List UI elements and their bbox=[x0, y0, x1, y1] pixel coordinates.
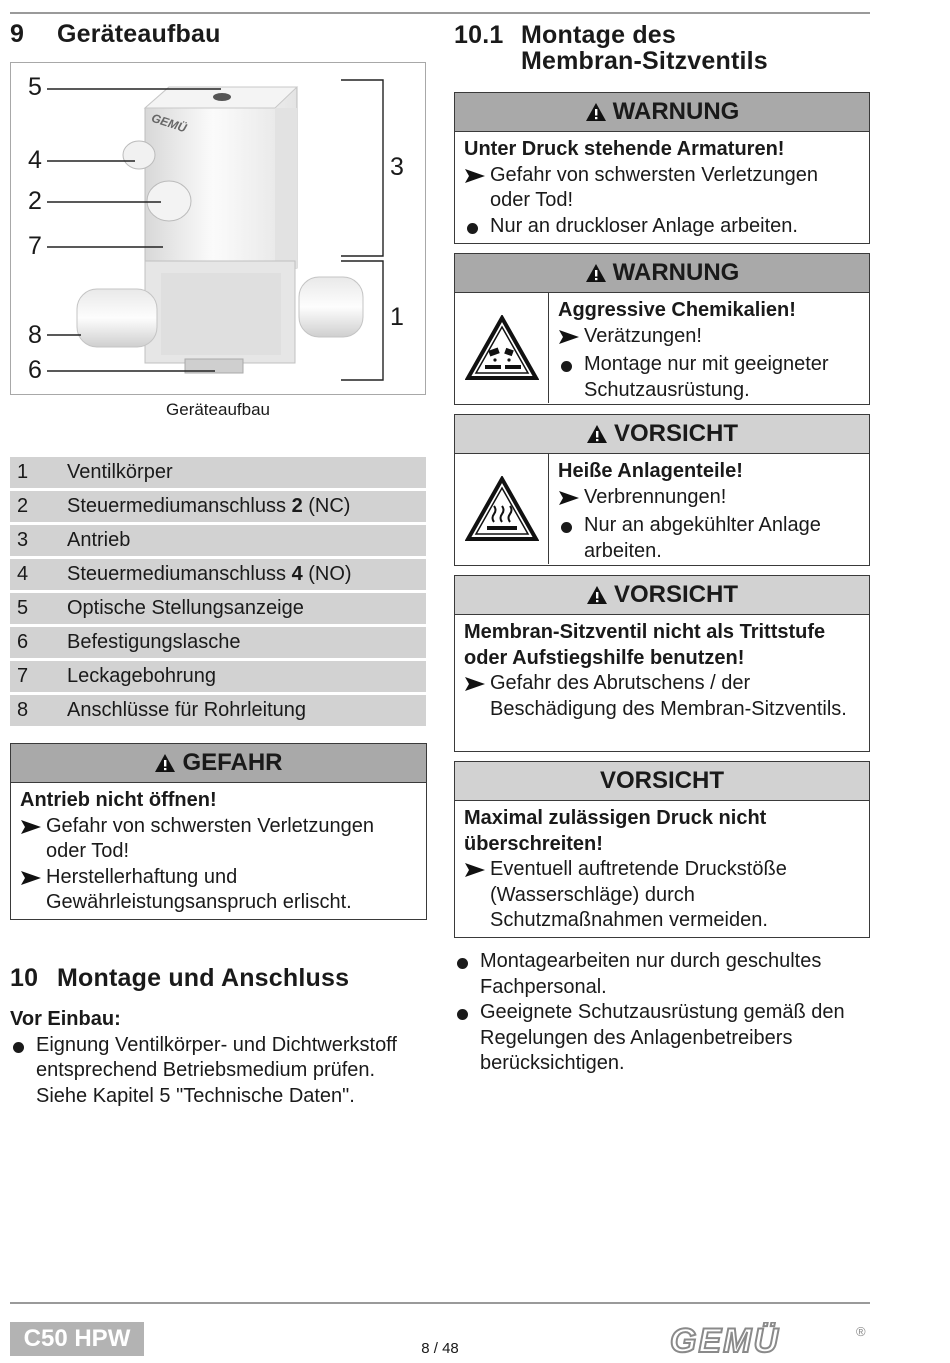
figure-label-6: 6 bbox=[28, 356, 42, 384]
row-number: 4 bbox=[17, 563, 29, 585]
warning-triangle-icon bbox=[586, 585, 608, 605]
section-10-heading bbox=[10, 964, 349, 993]
warning-notice-pressure bbox=[454, 92, 870, 244]
row-number: 5 bbox=[17, 597, 29, 619]
notice-body bbox=[455, 801, 869, 940]
notice-header-text: VORSICHT bbox=[599, 767, 724, 794]
list-item: Eignung Ventilkörper- und Dichtwerkstoff entsprechend Betriebsmedium prüfen. Siehe Kapitel 5 "Technische Daten". bbox=[10, 1033, 430, 1110]
notice-body bbox=[549, 293, 869, 409]
figure-label-4: 4 bbox=[28, 146, 42, 174]
table-row bbox=[10, 627, 426, 658]
list-item: Gefahr von schwersten Verletzungen oder Tod! bbox=[464, 163, 861, 214]
notice-header-text: WARNUNG bbox=[612, 98, 740, 125]
notice-body bbox=[455, 132, 869, 247]
top-rule bbox=[10, 12, 870, 14]
notice-header-text: WARNUNG bbox=[612, 259, 740, 286]
list-item: Herstellerhaftung und Gewährleistungsanspruch erlischt. bbox=[20, 865, 418, 916]
section-number: 10 bbox=[10, 964, 39, 992]
section-10-1-heading bbox=[454, 22, 768, 74]
legend-table bbox=[10, 457, 426, 729]
list-item: Verätzungen! bbox=[558, 324, 861, 353]
section-number: 9 bbox=[10, 20, 25, 48]
table-row bbox=[10, 661, 426, 692]
caution-notice-hot bbox=[454, 414, 870, 566]
bullet-dot-icon bbox=[457, 958, 468, 969]
subheading: Vor Einbau: bbox=[10, 1008, 121, 1030]
row-text: Steuermediumanschluss 4 (NO) bbox=[67, 563, 352, 585]
list-item: Nur an druckloser Anlage arbeiten. bbox=[464, 214, 861, 242]
notice-header-text: VORSICHT bbox=[613, 581, 738, 608]
notice-body bbox=[11, 783, 426, 922]
row-number: 7 bbox=[17, 665, 29, 687]
row-text: Antrieb bbox=[67, 529, 131, 551]
section-title: Geräteaufbau bbox=[57, 20, 221, 48]
row-number: 1 bbox=[17, 461, 29, 483]
row-text: Anschlüsse für Rohrleitung bbox=[67, 699, 307, 721]
list-item: Eventuell auftretende Druckstöße (Wasserschläge) durch Schutzmaßnahmen vermeiden. bbox=[464, 857, 861, 934]
bottom-rule bbox=[10, 1302, 870, 1304]
row-number: 6 bbox=[17, 631, 29, 653]
notice-header bbox=[455, 576, 869, 615]
notice-header bbox=[455, 254, 869, 293]
row-text: Steuermediumanschluss 2 (NC) bbox=[67, 495, 351, 517]
table-row bbox=[10, 593, 426, 624]
figure-label-3: 3 bbox=[390, 153, 404, 181]
hot-surface-icon bbox=[455, 454, 549, 564]
row-text: Optische Stellungsanzeige bbox=[67, 597, 304, 619]
figure-caption: Geräteaufbau bbox=[166, 400, 270, 419]
danger-notice bbox=[10, 743, 427, 920]
notice-header bbox=[455, 93, 869, 132]
row-number: 2 bbox=[17, 495, 29, 517]
warning-triangle-icon bbox=[585, 102, 607, 122]
figure-label-7: 7 bbox=[28, 232, 42, 260]
section-number: 10.1 bbox=[454, 21, 504, 49]
svg-text:®: ® bbox=[856, 1324, 866, 1339]
list-item: Gefahr des Abrutschens / der Beschädigung des Membran-Sitzventils. bbox=[464, 671, 861, 722]
section-title-line2: Membran-Sitzventils bbox=[521, 47, 768, 75]
row-number: 3 bbox=[17, 529, 29, 551]
notice-header bbox=[455, 415, 869, 454]
corrosive-hazard-icon bbox=[455, 293, 549, 403]
notice-title: Aggressive Chemikalien! bbox=[558, 299, 796, 321]
device-brand-text: GEMÜ bbox=[149, 110, 189, 136]
warning-triangle-icon bbox=[154, 753, 176, 773]
notice-title: Maximal zulässigen Druck nicht überschreiten! bbox=[464, 807, 767, 855]
notice-header-text: VORSICHT bbox=[613, 420, 738, 447]
svg-text:GEMÜ: GEMÜ bbox=[670, 1322, 780, 1358]
notice-header bbox=[455, 762, 869, 801]
model-badge: C50 HPW bbox=[10, 1322, 144, 1356]
notice-title: Antrieb nicht öffnen! bbox=[20, 789, 217, 811]
section-9-heading bbox=[10, 20, 221, 49]
before-installation bbox=[10, 1007, 430, 1109]
arrow-bullet-icon bbox=[464, 676, 486, 692]
table-row bbox=[10, 457, 426, 488]
gemu-logo-icon bbox=[668, 1322, 868, 1358]
list-item: Geeignete Schutzausrüstung gemäß den Regelungen des Anlagenbetreibers berücksichtigen. bbox=[454, 1000, 870, 1077]
bullet-dot-icon bbox=[457, 1009, 468, 1020]
warning-triangle-icon bbox=[586, 424, 608, 444]
arrow-bullet-icon bbox=[20, 819, 42, 835]
figure-label-1: 1 bbox=[390, 303, 404, 331]
table-row bbox=[10, 491, 426, 522]
list-item: Montage nur mit geeigneter Schutzausrüstung. bbox=[558, 352, 861, 403]
row-text: Leckagebohrung bbox=[67, 665, 217, 687]
bullet-dot-icon bbox=[13, 1042, 24, 1053]
table-row bbox=[10, 525, 426, 556]
section-title-line1: Montage des bbox=[521, 21, 676, 49]
notice-header bbox=[11, 744, 426, 783]
arrow-bullet-icon bbox=[558, 490, 580, 506]
row-text: Ventilkörper bbox=[67, 461, 173, 483]
page-number: 8 / 48 bbox=[421, 1340, 459, 1357]
bullet-dot-icon bbox=[561, 522, 572, 533]
bullet-dot-icon bbox=[561, 361, 572, 372]
bullet-dot-icon bbox=[467, 223, 478, 234]
figure-label-5: 5 bbox=[28, 73, 42, 101]
device-figure bbox=[10, 62, 426, 395]
list-item: Gefahr von schwersten Verletzungen oder Tod! bbox=[20, 814, 418, 865]
table-row bbox=[10, 695, 426, 726]
notice-header-text: GEFAHR bbox=[182, 749, 283, 776]
warning-triangle-icon bbox=[585, 263, 607, 283]
figure-label-8: 8 bbox=[28, 321, 42, 349]
warning-notice-chemicals bbox=[454, 253, 870, 405]
row-number: 8 bbox=[17, 699, 29, 721]
section-title: Montage und Anschluss bbox=[57, 964, 350, 992]
brand-logo bbox=[668, 1322, 868, 1358]
list-item: Montagearbeiten nur durch geschultes Fachpersonal. bbox=[454, 949, 870, 1000]
arrow-bullet-icon bbox=[464, 862, 486, 878]
installation-notes bbox=[454, 949, 870, 1077]
row-text: Befestigungslasche bbox=[67, 631, 241, 653]
list-item: Nur an abgekühlter Anlage arbeiten. bbox=[558, 513, 861, 564]
arrow-bullet-icon bbox=[464, 168, 486, 184]
notice-title: Membran-Sitzventil nicht als Trittstufe oder Aufstiegshilfe benutzen! bbox=[464, 621, 826, 669]
list-item: Verbrennungen! bbox=[558, 485, 861, 514]
notice-title: Unter Druck stehende Armaturen! bbox=[464, 138, 785, 160]
notice-body bbox=[455, 615, 869, 728]
caution-notice-step bbox=[454, 575, 870, 752]
notice-body bbox=[549, 454, 869, 570]
arrow-bullet-icon bbox=[558, 329, 580, 345]
valve-illustration bbox=[11, 63, 425, 394]
table-row bbox=[10, 559, 426, 590]
figure-label-2: 2 bbox=[28, 187, 42, 215]
notice-title: Heiße Anlagenteile! bbox=[558, 460, 743, 482]
caution-notice-pressure bbox=[454, 761, 870, 938]
arrow-bullet-icon bbox=[20, 870, 42, 886]
